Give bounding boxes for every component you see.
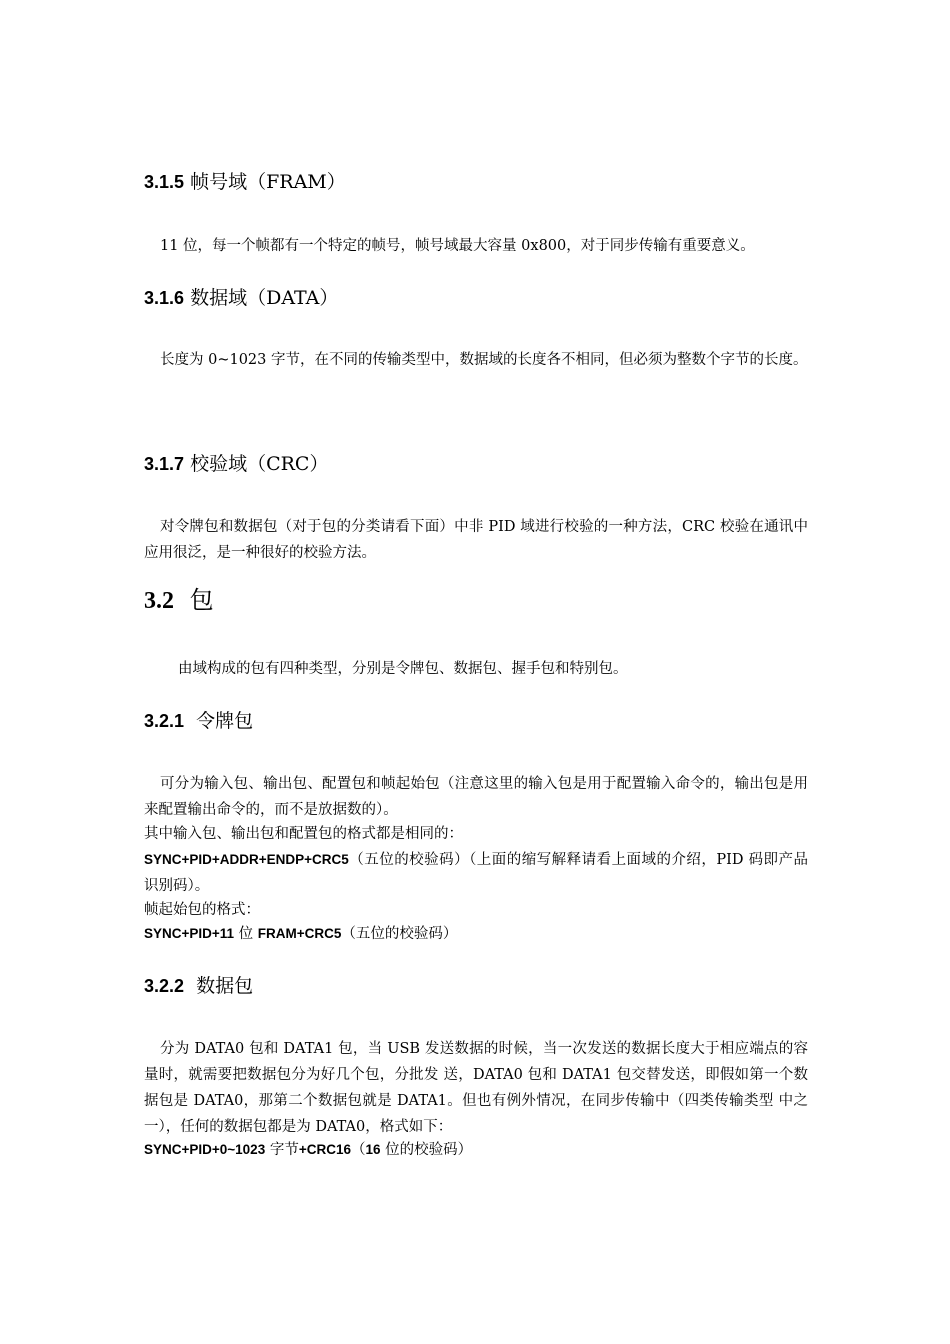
section-3-2-1-format1: [144, 847, 808, 899]
section-3-1-5-body: 11 位，每一个帧都有一个特定的帧号，帧号域最大容量 0x800，对于同步传输有重要意义。: [160, 238, 755, 254]
section-title: 令牌包: [196, 710, 254, 732]
section-title: 数据包: [196, 975, 254, 997]
section-3-2-1-para2: 其中输入包、输出包和配置包的格式都是相同的：: [144, 826, 463, 842]
section-3-1-6-body: 长度为 0~1023 字节，在不同的传输类型中，数据域的长度各不相同，但必须为整数个字节的长度。: [160, 352, 808, 368]
section-3-2-1-heading: [144, 709, 808, 733]
section-number: 3.2: [144, 588, 174, 614]
format-mid: 位: [234, 926, 258, 942]
section-3-2-2-heading: [144, 974, 808, 998]
section-3-1-7-body: 对令牌包和数据包（对于包的分类请看下面）中非 PID 域进行校验的一种方法，CRC 校验在通讯中应用很泛，是一种很好的校验方法。: [144, 519, 808, 561]
section-3-1-5-heading: [144, 170, 808, 194]
section-3-2-1-format2: [144, 921, 808, 947]
format-code-b: FRAM+CRC5: [257, 926, 342, 941]
section-number: 3.1.7: [144, 454, 185, 474]
format-note-b: 16: [365, 1142, 381, 1157]
format-mid: 字节: [265, 1142, 299, 1158]
format-note: （五位的校验码）: [341, 926, 458, 942]
format-code-a: SYNC+PID+0~1023: [144, 1142, 266, 1157]
section-number: 3.1.6: [144, 288, 185, 308]
format-code-b: +CRC16: [298, 1142, 351, 1157]
section-3-2-1-para1: 可分为输入包、输出包、配置包和帧起始包（注意这里的输入包是用于配置输入命令的，输出包是用来配置输出命令的，而不是放据数的）。: [144, 776, 808, 818]
format-code: SYNC+PID+ADDR+ENDP+CRC5: [144, 852, 349, 867]
format-note-a: （: [350, 1142, 366, 1158]
section-title: 校验域（CRC）: [190, 453, 329, 475]
section-number: 3.1.5: [144, 172, 185, 192]
section-title: 数据域（DATA）: [190, 287, 339, 309]
section-3-2-heading: [144, 585, 808, 616]
section-3-2-body: 由域构成的包有四种类型，分别是令牌包、数据包、握手包和特别包。: [178, 661, 628, 677]
section-number: 3.2.2: [144, 976, 185, 996]
section-title: 帧号域（FRAM）: [190, 171, 346, 193]
section-title: 包: [189, 586, 214, 614]
section-3-1-6-heading: [144, 286, 808, 310]
section-3-2-1-para3: 帧起始包的格式：: [144, 902, 260, 918]
section-number: 3.2.1: [144, 711, 185, 731]
section-3-2-2-format: [144, 1137, 808, 1163]
section-3-1-7-heading: [144, 452, 808, 476]
format-code-a: SYNC+PID+11: [144, 926, 235, 941]
section-3-2-2-para1: 分为 DATA0 包和 DATA1 包，当 USB 发送数据的时候，当一次发送的数据长度大于相应端点的容量时，就需要把数据包分为好几个包，分批发 送，DATA0 包和 DATA1 包交替发送，即假如第一个数据包是 DATA0，那第二个数据包就是 DATA1。但也有例外情况，在同步传输中（四类传输类型 中之一），任何的数据包都是为 DATA0，格式如下：: [144, 1041, 808, 1135]
format-note-c: 位的校验码）: [380, 1142, 473, 1158]
format-note: （五位的校验码）（上面的缩写解释请看上面域的介绍，PID 码即产品识别码）。: [144, 852, 808, 894]
